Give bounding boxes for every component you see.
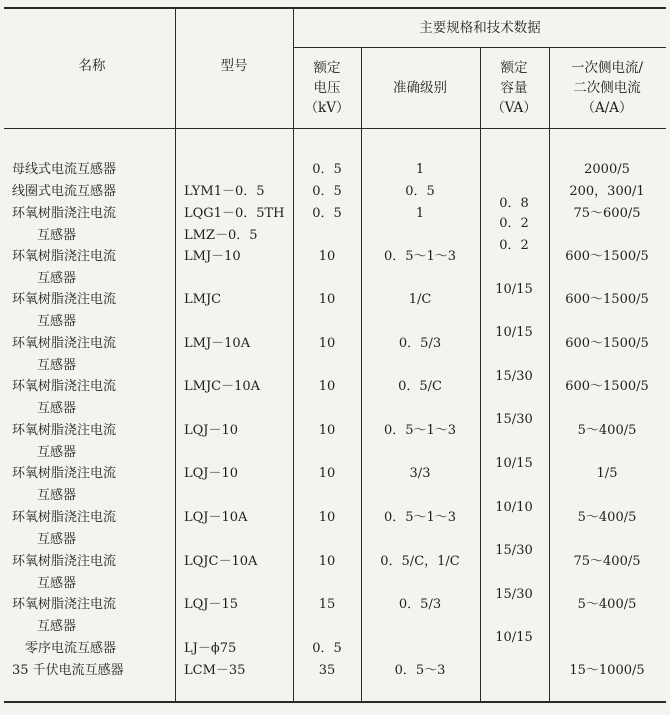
capacity-value: 10/15 — [495, 456, 533, 471]
row-name-cont: 互感器 — [37, 576, 77, 591]
row-name-cont: 互感器 — [37, 358, 77, 373]
row-accuracy: 0．5～3 — [394, 663, 446, 678]
row-model: LQJ－10 — [184, 466, 239, 481]
row-model: LMJ－10 — [184, 249, 241, 264]
row-voltage: 10 — [318, 510, 336, 525]
row-accuracy: 0．5/C — [398, 379, 442, 394]
row-accuracy: 0．5/3 — [398, 597, 442, 612]
row-name-cont: 互感器 — [37, 314, 77, 329]
row-name: 零序电流互感器 — [25, 641, 117, 656]
row-model: LCM－35 — [184, 663, 246, 678]
header-current — [571, 58, 643, 118]
row-accuracy: 1 — [415, 162, 425, 177]
row-voltage: 0．5 — [312, 641, 342, 656]
row-name: 环氧树脂浇注电流 — [12, 423, 117, 438]
capacity-value: 15/30 — [495, 412, 533, 427]
capacity-value: 10/10 — [495, 500, 533, 515]
row-accuracy: 0．5 — [405, 184, 435, 199]
row-name: 环氧树脂浇注电流 — [12, 206, 117, 221]
row-voltage: 15 — [318, 597, 336, 612]
row-accuracy: 1/C — [408, 292, 432, 307]
header-accuracy: 准确级别 — [393, 80, 447, 96]
header-current-line: 一次侧电流/ — [570, 60, 644, 76]
row-name-cont: 互感器 — [37, 228, 77, 243]
row-name: 母线式电流互感器 — [12, 162, 117, 177]
capacity-value: 10/15 — [495, 630, 533, 645]
col-divider-5 — [549, 48, 550, 702]
col-divider-3 — [361, 48, 362, 702]
row-name: 环氧树脂浇注电流 — [12, 379, 117, 394]
row-name: 环氧树脂浇注电流 — [12, 554, 117, 569]
capacity-value: 0．2 — [499, 216, 529, 231]
row-current: 75～600/5 — [573, 206, 641, 221]
header-current-line: （A/A） — [581, 100, 633, 116]
col-divider-2 — [293, 8, 294, 702]
header-capacity-line: 容量 — [500, 80, 528, 96]
row-model: LMJC — [184, 292, 222, 307]
row-current: 5～400/5 — [577, 597, 637, 612]
row-name-cont: 互感器 — [37, 532, 77, 547]
row-voltage: 10 — [318, 336, 336, 351]
row-model: LMZ－0．5 — [184, 228, 258, 243]
row-current: 600～1500/5 — [565, 379, 649, 394]
row-model: LJ－ϕ75 — [184, 641, 237, 656]
row-name-cont: 互感器 — [37, 401, 77, 416]
row-voltage: 10 — [318, 466, 336, 481]
row-voltage: 0．5 — [312, 162, 342, 177]
row-current: 600～1500/5 — [565, 249, 649, 264]
header-bottom-rule — [4, 128, 666, 129]
row-voltage: 10 — [318, 423, 336, 438]
row-current: 600～1500/5 — [565, 336, 649, 351]
row-name: 35 千伏电流互感器 — [12, 663, 124, 678]
table-top-rule — [4, 7, 666, 9]
row-model: LQJ－15 — [184, 597, 239, 612]
row-name: 环氧树脂浇注电流 — [12, 597, 117, 612]
capacity-value: 0．8 — [499, 196, 529, 211]
row-name-cont: 互感器 — [37, 271, 77, 286]
row-model: LMJC－10A — [184, 379, 261, 394]
col-divider-1 — [175, 8, 176, 702]
row-accuracy: 1 — [415, 206, 425, 221]
header-voltage-line: 额定 — [313, 60, 341, 76]
col-divider-4 — [480, 48, 481, 702]
header-voltage-line: 电压 — [313, 80, 341, 96]
row-accuracy: 3/3 — [409, 466, 431, 481]
row-name-cont: 互感器 — [37, 619, 77, 634]
row-voltage: 10 — [318, 554, 336, 569]
header-capacity — [491, 58, 537, 118]
row-voltage: 0．5 — [312, 206, 342, 221]
capacity-value: 15/30 — [495, 587, 533, 602]
row-accuracy: 0．5/C，1/C — [380, 554, 460, 569]
header-capacity-line: （VA） — [491, 100, 537, 116]
row-current: 2000/5 — [584, 162, 630, 177]
header-model: 型号 — [220, 58, 248, 74]
row-current: 5～400/5 — [577, 423, 637, 438]
row-name: 环氧树脂浇注电流 — [12, 466, 117, 481]
row-name-cont: 互感器 — [37, 445, 77, 460]
row-voltage: 0．5 — [312, 184, 342, 199]
row-accuracy: 0．5～1～3 — [383, 249, 457, 264]
header-name: 名称 — [78, 58, 106, 74]
row-current: 200，300/1 — [569, 184, 645, 199]
row-accuracy: 0．5/3 — [398, 336, 442, 351]
row-current: 15～1000/5 — [569, 663, 645, 678]
row-name: 环氧树脂浇注电流 — [12, 336, 117, 351]
row-name-cont: 互感器 — [37, 488, 77, 503]
row-model: LMJ－10A — [184, 336, 251, 351]
header-capacity-line: 额定 — [500, 60, 528, 76]
capacity-value: 0．2 — [499, 238, 529, 253]
header-current-line: 二次侧电流 — [573, 80, 641, 96]
capacity-value: 10/15 — [495, 325, 533, 340]
header-voltage-line: （kV） — [304, 100, 350, 116]
row-model: LQJC－10A — [184, 554, 258, 569]
row-voltage: 10 — [318, 292, 336, 307]
row-name: 线圈式电流互感器 — [12, 184, 117, 199]
row-current: 600～1500/5 — [565, 292, 649, 307]
row-current: 1/5 — [596, 466, 618, 481]
row-model: LQJ－10 — [184, 423, 239, 438]
row-voltage: 35 — [318, 663, 336, 678]
row-current: 75～400/5 — [573, 554, 641, 569]
row-name: 环氧树脂浇注电流 — [12, 510, 117, 525]
row-accuracy: 0．5～1～3 — [383, 510, 457, 525]
row-current: 5～400/5 — [577, 510, 637, 525]
header-voltage — [305, 58, 350, 118]
capacity-value: 10/15 — [495, 282, 533, 297]
row-model: LQJ－10A — [184, 510, 248, 525]
row-accuracy: 0．5～1～3 — [383, 423, 457, 438]
capacity-value: 15/30 — [495, 543, 533, 558]
header-group: 主要规格和技术数据 — [419, 20, 541, 36]
row-voltage: 10 — [318, 249, 336, 264]
row-voltage: 10 — [318, 379, 336, 394]
table-bottom-rule — [4, 701, 666, 703]
row-model: LQG1－0．5TH — [184, 206, 285, 221]
row-name: 环氧树脂浇注电流 — [12, 292, 117, 307]
row-model: LYM1－0．5 — [184, 184, 265, 199]
capacity-value: 15/30 — [495, 369, 533, 384]
row-name: 环氧树脂浇注电流 — [12, 249, 117, 264]
